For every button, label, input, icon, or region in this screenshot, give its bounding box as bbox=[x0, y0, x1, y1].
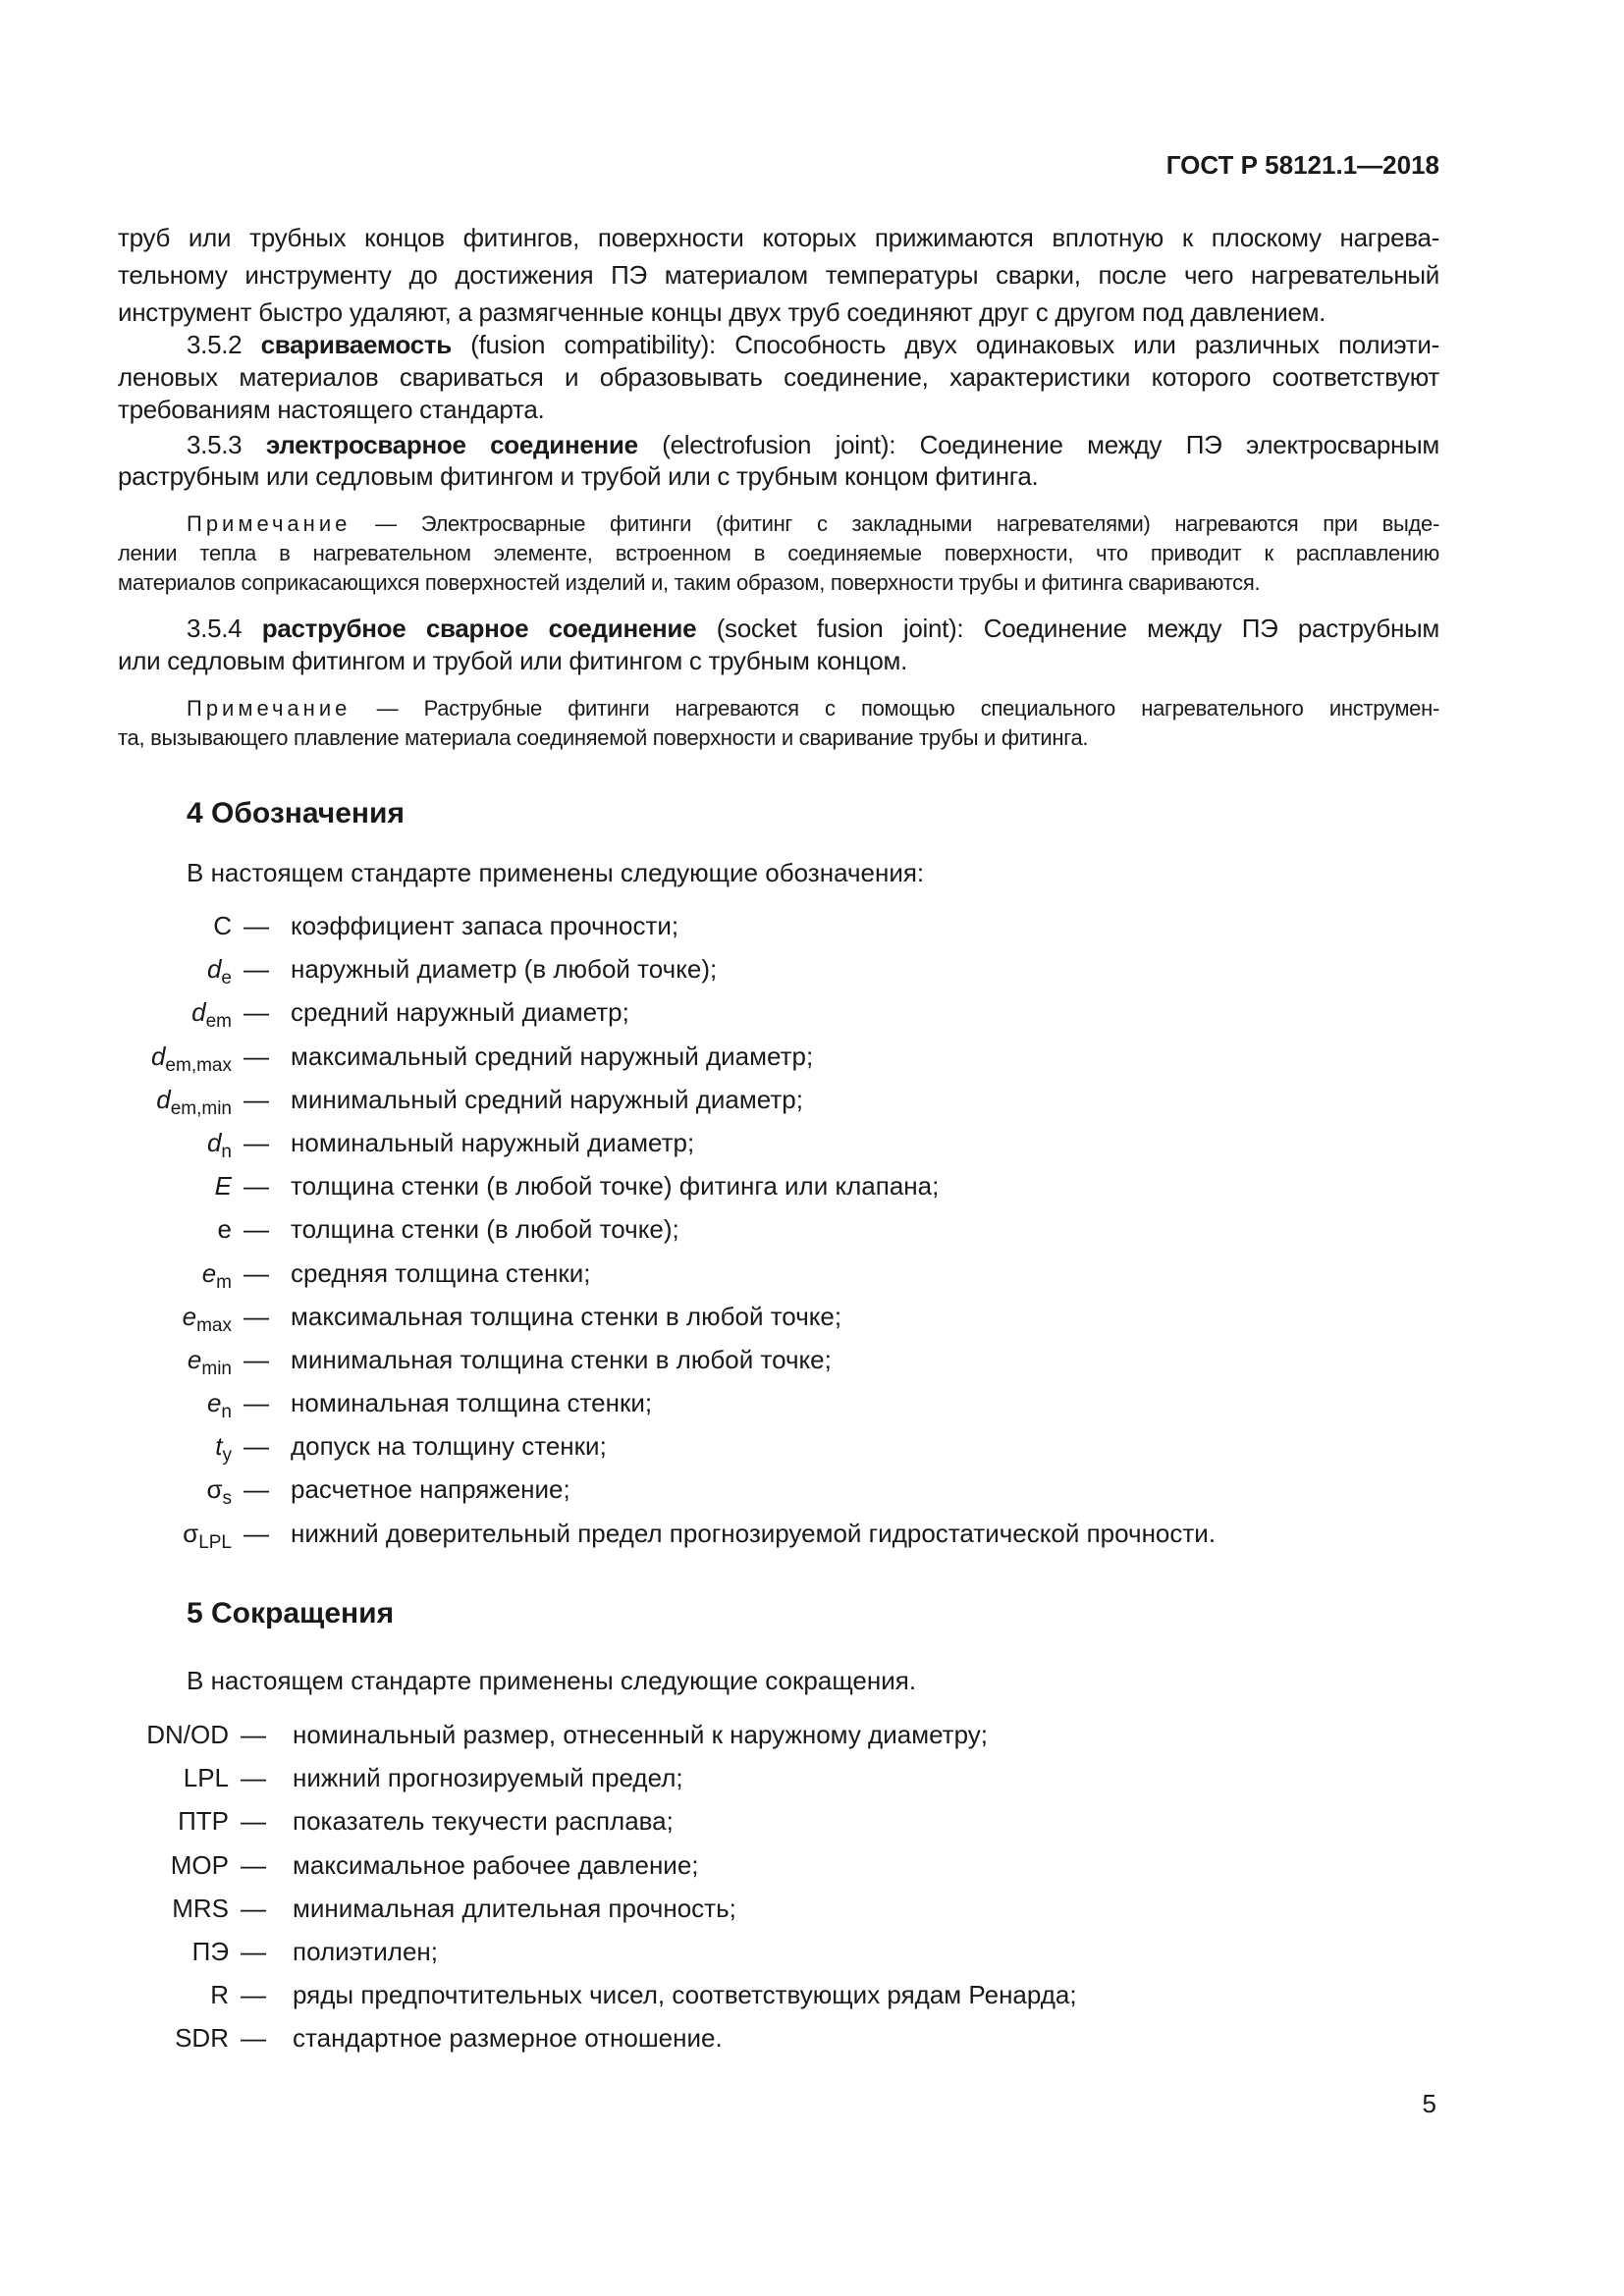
symbol-description: минимальная толщина стенки в любой точке; bbox=[291, 1344, 832, 1374]
dash: — bbox=[244, 1474, 269, 1505]
symbol-main: C bbox=[213, 911, 232, 940]
abbreviation-row bbox=[118, 1973, 1394, 2016]
symbol-subscript: min bbox=[201, 1358, 232, 1379]
dash: — bbox=[244, 1431, 269, 1462]
symbol-main: E bbox=[214, 1171, 232, 1201]
symbol-subscript: max bbox=[196, 1314, 232, 1336]
clause-number: 3.5.3 bbox=[187, 430, 266, 459]
text-line: лении тепла в нагревательном элементе, встроенном в соединяемые поверхности, что приводит к расплавлению bbox=[118, 541, 1439, 565]
symbol-description: толщина стенки (в любой точке); bbox=[291, 1214, 679, 1245]
symbol-description: допуск на толщину стенки; bbox=[291, 1431, 607, 1462]
abbreviation: ПЭ bbox=[191, 1936, 229, 1966]
abbreviation: MRS bbox=[172, 1893, 229, 1923]
text-line: требованиям настоящего стандарта. bbox=[118, 395, 545, 424]
symbol bbox=[118, 1512, 232, 1565]
definition-text: (socket fusion joint): Соединение между ПЭ раструбным bbox=[696, 614, 1439, 643]
dash: — bbox=[244, 1257, 269, 1288]
symbol-description: коэффициент запаса прочности; bbox=[291, 911, 679, 940]
symbol-row bbox=[118, 1295, 1394, 1338]
dash: — bbox=[241, 1893, 266, 1923]
symbol-description: расчетное напряжение; bbox=[291, 1474, 570, 1505]
symbol-description: номинальный наружный диаметр; bbox=[291, 1127, 695, 1157]
symbol bbox=[118, 1164, 232, 1207]
abbreviation: SDR bbox=[175, 2023, 229, 2054]
dash: — bbox=[244, 997, 269, 1028]
term: свариваемость bbox=[260, 330, 452, 359]
symbol-main: t bbox=[215, 1431, 223, 1462]
section-5-intro: В настоящем стандарте применены следующие сокращения. bbox=[187, 1666, 917, 1695]
note-1 bbox=[118, 509, 1439, 598]
abbreviation: ПТР bbox=[178, 1806, 229, 1837]
symbol-description: максимальный средний наружный диаметр; bbox=[291, 1041, 814, 1071]
symbol-main: e bbox=[187, 1344, 202, 1374]
dash: — bbox=[241, 1980, 266, 2010]
dash: — bbox=[244, 1301, 269, 1331]
abbreviation-row bbox=[118, 1843, 1394, 1887]
abbreviation-row bbox=[118, 2016, 1394, 2059]
text-line bbox=[118, 429, 1439, 460]
text-line: или седловым фитингом и трубой или фитингом с трубным концом. bbox=[118, 646, 908, 675]
document-header: ГОСТ Р 58121.1—2018 bbox=[1165, 150, 1439, 180]
note-2 bbox=[118, 694, 1439, 753]
term: раструбное сварное соединение bbox=[261, 614, 697, 643]
note-text: — Раструбные фитинги нагреваются с помощью специального нагревательного инструмен- bbox=[351, 696, 1439, 721]
symbol-main: e bbox=[201, 1257, 217, 1288]
dash: — bbox=[244, 954, 269, 985]
symbol-row bbox=[118, 1035, 1394, 1078]
symbol-subscript: s bbox=[222, 1488, 232, 1510]
abbreviation: MOP bbox=[170, 1849, 229, 1880]
symbol-subscript: e bbox=[221, 968, 232, 989]
abbreviation-row bbox=[118, 1799, 1394, 1842]
symbol-row bbox=[118, 1512, 1394, 1555]
abbreviation-description: полиэтилен; bbox=[293, 1936, 439, 1966]
symbol-row bbox=[118, 904, 1394, 947]
abbreviation-description: ряды предпочтительных чисел, соответствующих рядам Ренарда; bbox=[293, 1980, 1077, 2010]
dash: — bbox=[244, 1388, 269, 1418]
definition-3-5-4 bbox=[118, 613, 1439, 677]
note-label: Примечание bbox=[187, 511, 352, 536]
symbol-subscript: y bbox=[222, 1445, 232, 1467]
abbreviation-row bbox=[118, 1713, 1394, 1756]
symbol-subscript: em bbox=[205, 1011, 232, 1033]
text-line: труб или трубных концов фитингов, поверхности которых прижимаются вплотную к плоскому нагрева- bbox=[118, 223, 1439, 252]
definition-3-5-3 bbox=[118, 429, 1439, 492]
abbreviation-row bbox=[118, 1930, 1394, 1973]
symbol-main: d bbox=[191, 997, 206, 1028]
text-line bbox=[118, 613, 1439, 645]
text-line: та, вызывающего плавление материала соединяемой поверхности и сваривание трубы и фитинга. bbox=[118, 725, 1089, 750]
text-line: леновых материалов свариваться и образовывать соединение, характеристики которого соответствуют bbox=[118, 362, 1439, 392]
dash: — bbox=[241, 1763, 266, 1793]
dash: — bbox=[241, 1806, 266, 1837]
symbol-row bbox=[118, 990, 1394, 1034]
dash: — bbox=[241, 2023, 266, 2054]
note-text: — Электросварные фитинги (фитинг с закладными нагревателями) нагреваются при выде- bbox=[351, 511, 1439, 536]
symbol-subscript: n bbox=[221, 1402, 232, 1423]
dash: — bbox=[241, 1849, 266, 1880]
symbol-description: номинальная толщина стенки; bbox=[291, 1388, 653, 1418]
symbols-list bbox=[118, 904, 1394, 1555]
abbreviations-list bbox=[118, 1713, 1394, 2060]
definition-text: (fusion compatibility): Способность двух одинаковых или различных полиэти- bbox=[451, 330, 1439, 359]
symbol-main: σ bbox=[183, 1518, 199, 1548]
symbol-description: толщина стенки (в любой точке) фитинга или клапана; bbox=[291, 1171, 940, 1201]
symbol-row bbox=[118, 1252, 1394, 1295]
symbol-main: d bbox=[156, 1084, 171, 1114]
symbol-main: e bbox=[206, 1388, 222, 1418]
dash: — bbox=[244, 1127, 269, 1157]
symbol-row bbox=[118, 1078, 1394, 1121]
abbreviation-description: номинальный размер, отнесенный к наружному диаметру; bbox=[293, 1720, 988, 1749]
page-number: 5 bbox=[1422, 2089, 1436, 2118]
text-line: инструмент быстро удаляют, а размягченные концы двух труб соединяют друг с другом под давлением. bbox=[118, 297, 1326, 327]
symbol-subscript: em,min bbox=[170, 1097, 232, 1119]
abbreviation: R bbox=[210, 1980, 229, 2010]
symbol-description: минимальный средний наружный диаметр; bbox=[291, 1084, 803, 1114]
symbol-description: нижний доверительный предел прогнозируемой гидростатической прочности. bbox=[291, 1518, 1217, 1548]
paragraph-continuation bbox=[118, 219, 1439, 331]
definition-3-5-2 bbox=[118, 329, 1439, 426]
symbol-row bbox=[118, 1207, 1394, 1251]
symbol-description: максимальная толщина стенки в любой точке; bbox=[291, 1301, 842, 1331]
symbol-main: d bbox=[150, 1041, 166, 1071]
symbol-row bbox=[118, 1381, 1394, 1424]
abbreviation-description: минимальная длительная прочность; bbox=[293, 1893, 736, 1923]
dash: — bbox=[244, 1518, 269, 1548]
dash: — bbox=[244, 1344, 269, 1374]
symbol-row bbox=[118, 947, 1394, 990]
symbol-description: наружный диаметр (в любой точке); bbox=[291, 954, 718, 985]
symbol-description: средний наружный диаметр; bbox=[291, 997, 629, 1028]
symbol-row bbox=[118, 1468, 1394, 1511]
symbol-main: e bbox=[182, 1301, 197, 1331]
symbol-row bbox=[118, 1121, 1394, 1164]
symbol-row bbox=[118, 1164, 1394, 1207]
symbol-row bbox=[118, 1424, 1394, 1468]
abbreviation: LPL bbox=[183, 1763, 229, 1793]
abbreviation-description: показатель текучести расплава; bbox=[293, 1806, 674, 1837]
dash: — bbox=[244, 911, 269, 940]
symbol bbox=[118, 1207, 232, 1251]
text-line: материалов соприкасающихся поверхностей изделий и, таким образом, поверхности трубы и фитинга свариваются. bbox=[118, 570, 1261, 595]
dash: — bbox=[244, 1171, 269, 1201]
abbreviation-row bbox=[118, 1756, 1394, 1799]
term: электросварное соединение bbox=[265, 430, 638, 459]
clause-number: 3.5.4 bbox=[187, 614, 262, 643]
text-line bbox=[118, 694, 1439, 723]
dash: — bbox=[244, 1041, 269, 1071]
clause-number: 3.5.2 bbox=[187, 330, 261, 359]
symbol-subscript: LPL bbox=[198, 1531, 232, 1553]
dash: — bbox=[244, 1084, 269, 1114]
symbol-subscript: n bbox=[221, 1141, 232, 1162]
abbreviation-description: стандартное размерное отношение. bbox=[293, 2023, 723, 2054]
abbreviation: DN/OD bbox=[146, 1720, 229, 1749]
symbol-row bbox=[118, 1338, 1394, 1381]
section-5-heading: 5 Сокращения bbox=[187, 1597, 395, 1629]
symbol-description: средняя толщина стенки; bbox=[291, 1257, 591, 1288]
abbreviation-description: нижний прогнозируемый предел; bbox=[293, 1763, 683, 1793]
definition-text: (electrofusion joint): Соединение между ПЭ электросварным bbox=[637, 430, 1439, 459]
section-4-intro: В настоящем стандарте применены следующие обозначения: bbox=[187, 858, 925, 887]
symbol-main: e bbox=[217, 1214, 232, 1245]
text-line: раструбным или седловым фитингом и трубой или с трубным концом фитинга. bbox=[118, 461, 1039, 491]
abbreviation-row bbox=[118, 1887, 1394, 1930]
text-line bbox=[118, 509, 1439, 539]
section-4-heading: 4 Обозначения bbox=[187, 797, 405, 829]
symbol-main: d bbox=[206, 954, 222, 985]
dash: — bbox=[244, 1214, 269, 1245]
dash: — bbox=[241, 1720, 266, 1749]
text-line: тельному инструменту до достижения ПЭ материалом температуры сварки, после чего нагревательный bbox=[118, 260, 1439, 290]
symbol-main: d bbox=[206, 1127, 222, 1157]
abbreviation-description: максимальное рабочее давление; bbox=[293, 1849, 699, 1880]
symbol bbox=[118, 904, 232, 947]
dash: — bbox=[241, 1936, 266, 1966]
symbol-subscript: em,max bbox=[165, 1054, 232, 1076]
text-line bbox=[118, 329, 1439, 361]
symbol-subscript: m bbox=[216, 1271, 232, 1293]
note-label: Примечание bbox=[187, 696, 352, 721]
symbol-main: σ bbox=[206, 1474, 223, 1505]
